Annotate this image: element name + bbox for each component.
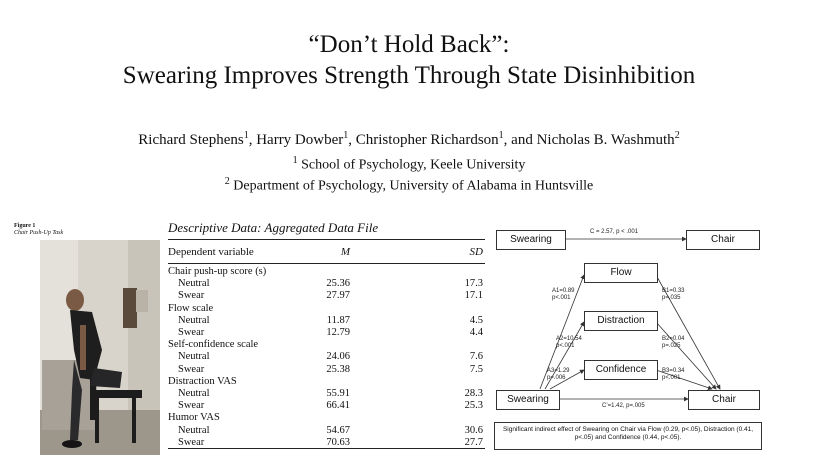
row-sd: 17.3: [464, 278, 483, 290]
author-separator: , and: [503, 132, 537, 148]
b1-coef: B1=0.33: [662, 288, 685, 294]
author-separator: ,: [248, 132, 257, 148]
row-label: Flow scale: [168, 302, 214, 314]
row-mean: 55.91: [326, 388, 350, 399]
row-sd: 4.4: [469, 327, 483, 338]
table-top-rule: [168, 239, 485, 240]
a1-p: p<.001: [552, 295, 571, 301]
photo-illustration: [40, 240, 160, 455]
author-name: Richard Stephens: [138, 132, 244, 148]
row-sd: 27.7: [464, 436, 483, 448]
row-label: Distraction VAS: [168, 375, 237, 387]
row-label: Swear: [178, 363, 205, 375]
row-label: Swear: [178, 400, 205, 412]
a3-label: [547, 368, 570, 382]
row-mean: 25.36: [326, 278, 350, 290]
header-m: M: [340, 246, 350, 258]
b1-p: p=.035: [662, 295, 681, 301]
author-name: Nicholas B. Washmuth: [536, 132, 675, 148]
row-mean: 12.79: [326, 327, 350, 338]
row-sd: 7.6: [469, 351, 483, 363]
row-sd: 30.6: [464, 424, 483, 436]
author-affil-marker: 1: [498, 130, 504, 141]
top-chair-box: Chair: [686, 230, 760, 250]
a1-coef: A1=0.89: [552, 288, 575, 294]
table-row: [168, 376, 485, 388]
row-label: Swear: [178, 436, 205, 448]
row-label: Neutral: [178, 314, 210, 326]
table-row: [168, 412, 485, 424]
a2-p: p<.001: [556, 343, 575, 349]
table-row: [168, 278, 485, 290]
row-sd: 4.5: [469, 314, 483, 326]
row-sd: 25.3: [464, 400, 483, 412]
row-sd: 17.1: [464, 290, 483, 302]
a2-label: [556, 336, 582, 350]
author-name: Harry Dowber: [256, 132, 344, 148]
bottom-swearing-box: Swearing: [496, 390, 560, 410]
paper-title-line-2: Swearing Improves Strength Through State Disinhibition: [122, 62, 696, 89]
bottom-chair-box: Chair: [688, 390, 760, 410]
a3-coef: A3=1.29: [547, 368, 570, 374]
header-variable: Dependent variable: [168, 246, 254, 258]
b2-p: p=.025: [662, 343, 681, 349]
affiliation-1: [0, 155, 818, 174]
a2-coef: A2=10.54: [556, 336, 582, 342]
table-header: [168, 246, 485, 260]
b1-label: [662, 288, 685, 302]
row-mean: 27.97: [326, 290, 350, 302]
table-header-rule: [168, 263, 485, 264]
chair-pushup-photo: [40, 240, 160, 455]
table-title: Descriptive Data: Aggregated Data File: [168, 220, 379, 235]
b3-coef: B3=0.34: [662, 368, 685, 374]
flow-box: Flow: [584, 263, 658, 283]
table-row: [168, 364, 485, 376]
row-mean: 24.06: [326, 351, 350, 363]
row-label: Neutral: [178, 278, 210, 290]
table-row: [168, 351, 485, 363]
row-mean: 70.63: [326, 436, 350, 448]
table-row: [168, 339, 485, 351]
table-row: [168, 437, 485, 449]
row-mean: 11.87: [326, 314, 350, 326]
row-mean: 25.38: [326, 363, 350, 375]
b2-label: [662, 336, 685, 350]
paper-title-line-1: “Don’t Hold Back”:: [308, 31, 510, 58]
row-mean: 66.41: [326, 400, 350, 412]
b2-coef: B2=0.04: [662, 336, 685, 342]
row-label: Neutral: [178, 351, 210, 363]
table-row: [168, 327, 485, 339]
row-mean: 54.67: [326, 424, 350, 436]
table-bottom-rule: [168, 448, 485, 449]
row-label: Humor VAS: [168, 412, 220, 424]
a1-label: [552, 288, 575, 302]
distraction-box: Distraction: [584, 311, 658, 331]
author-affil-marker: 2: [674, 130, 680, 141]
c-prime-label: C’=1.42, p=.005: [602, 403, 645, 409]
figure-caption: Chair Push-Up Task: [14, 230, 64, 236]
row-sd: 28.3: [464, 388, 483, 399]
row-sd: 7.5: [469, 363, 483, 375]
row-label: Neutral: [178, 424, 210, 436]
table-row: [168, 400, 485, 412]
author-affil-marker: 1: [343, 130, 349, 141]
table-row: [168, 266, 485, 278]
row-label: Self-confidence scale: [168, 339, 259, 351]
header-sd: SD: [469, 246, 483, 258]
table-row: [168, 290, 485, 302]
row-label: Swear: [178, 290, 205, 302]
affil-text: Department of Psychology, University of Alabama in Huntsville: [229, 178, 594, 194]
b3-label: [662, 368, 685, 382]
affil-marker: 2: [224, 176, 230, 187]
a3-p: p=.006: [547, 375, 566, 381]
author-separator: ,: [348, 132, 356, 148]
row-label: Swear: [178, 327, 205, 338]
affil-text: School of Psychology, Keele University: [297, 157, 526, 173]
table-row: [168, 388, 485, 400]
indirect-effect-note: Significant indirect effect of Swearing on Chair via Flow (0.29, p<.05), Distraction (0.41, p<.05) and Confidence (0.44, p<.05).: [494, 422, 762, 450]
table-row: [168, 303, 485, 315]
affiliation-2: [0, 176, 818, 195]
author-list: [0, 130, 818, 149]
confidence-box: Confidence: [584, 360, 658, 380]
affil-marker: 1: [292, 155, 298, 166]
path-c-label: C = 2.57, p < .001: [590, 229, 639, 235]
table-row: [168, 315, 485, 327]
table-row: [168, 425, 485, 437]
mediation-diagram: [490, 225, 770, 460]
top-swearing-box: Swearing: [496, 230, 566, 250]
figure-label: Figure 1: [14, 223, 36, 229]
row-label: Neutral: [178, 388, 210, 399]
b3-p: p<.001: [662, 375, 681, 381]
author-name: Christopher Richardson: [355, 132, 499, 148]
author-affil-marker: 1: [243, 130, 249, 141]
row-label: Chair push-up score (s): [168, 266, 267, 277]
